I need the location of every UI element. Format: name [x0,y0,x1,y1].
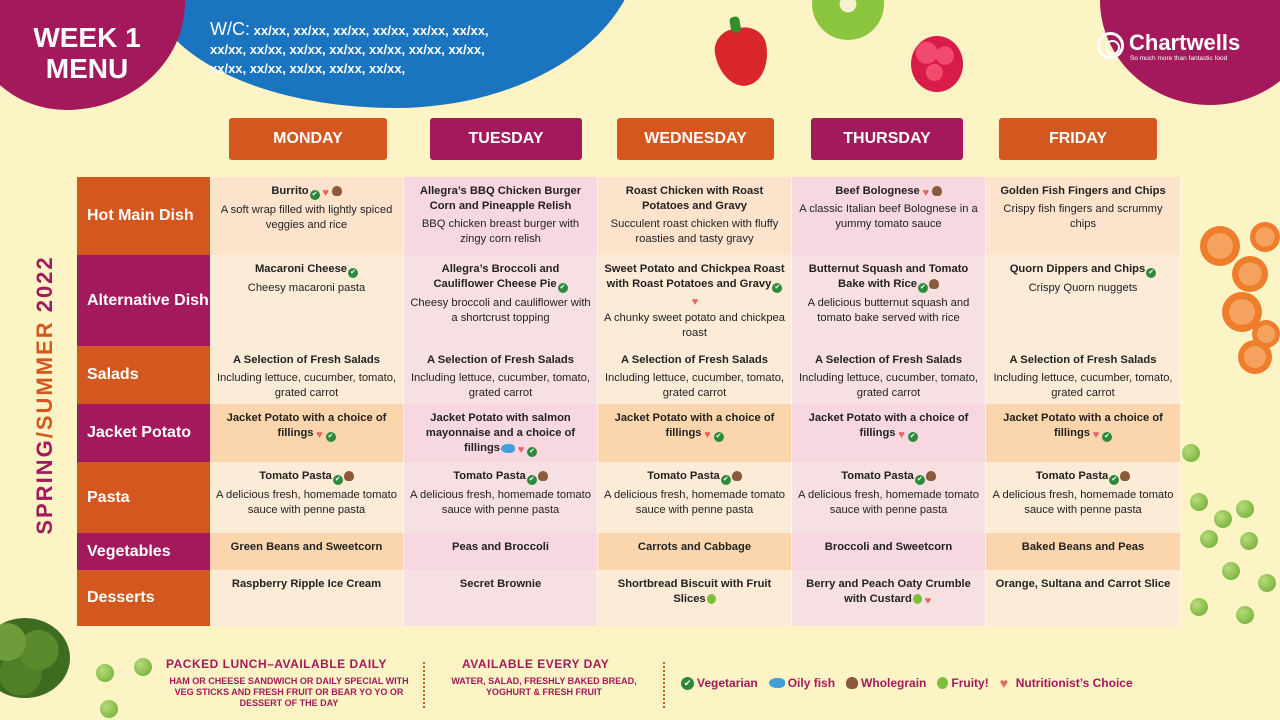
legend-item [680,676,758,690]
pea-icon [1190,493,1208,511]
dish-description: A delicious butternut squash and tomato bake served with rice [807,297,970,324]
dish-title [798,577,979,607]
dish-title-text: Tomato Pasta [453,470,526,482]
nutritionist-heart-icon: ♥ [924,595,932,607]
season-separator: / [32,430,57,439]
oily-fish-icon [501,444,515,453]
dish-title-text: Peas and Broccoli [452,541,549,553]
pea-icon [1236,606,1254,624]
dish-title-text: Raspberry Ripple Ice Cream [231,578,382,590]
menu-cell-friday [986,570,1181,626]
oily-fish-icon [769,678,785,688]
menu-cell-monday [210,255,404,346]
nutritionist-heart-icon: ♥ [517,444,525,456]
wc-dates-line: xx/xx, xx/xx, xx/xx, xx/xx, xx/xx, xx/xx, xx/xx, [210,42,485,57]
dish-title-text: Tomato Pasta [1035,470,1109,482]
menu-cell-wednesday [598,533,792,570]
nutritionist-heart-icon: ♥ [316,429,323,441]
fruity-icon [707,594,716,604]
menu-cell-thursday [792,462,986,533]
dish-title-text: A Selection of Fresh Salads [427,354,574,366]
vegetarian-icon: ✔ [721,475,731,485]
dish-title-text: Allegra’s Broccoli and Cauliflower Cheese Pie [433,263,560,290]
carrot-icon [1238,340,1272,374]
icon-legend [680,676,1133,690]
wholegrain-icon [846,677,858,689]
season-year: 2022 [32,255,57,321]
pea-icon [100,700,118,718]
vegetarian-icon: ✔ [1109,475,1119,485]
day-header-wednesday: WEDNESDAY [617,118,774,160]
dish-description: BBQ chicken breast burger with zingy corn relish [421,218,580,245]
season-summer: SUMMER [32,320,57,431]
legend-label: Nutritionist’s Choice [1015,676,1133,690]
brand-name: Chartwells [1129,30,1241,55]
dish-title-text: Jacket Potato with a choice of fillings [1003,412,1163,439]
packed-lunch-title: PACKED LUNCH–AVAILABLE DAILY [166,657,387,671]
packed-lunch-body: HAM OR CHEESE SANDWICH OR DAILY SPECIAL WITH VEG STICKS AND FRESH FRUIT OR BEAR YO YO OR DESSERT OF THE DAY [169,676,409,708]
footer-divider [423,662,425,708]
dish-title [798,540,979,555]
vegetarian-icon: ✔ [915,475,925,485]
raspberry-icon [911,36,963,92]
day-header-thursday: THURSDAY [811,118,963,160]
dish-title-text: Jacket Potato with a choice of fillings [808,412,969,439]
pepper-icon [711,24,772,90]
dish-title-text: Green Beans and Sweetcorn [230,541,383,553]
dish-description: Crispy Quorn nuggets [1028,282,1138,294]
dish-title [216,469,397,485]
dish-title [216,411,397,442]
dish-title-text: Secret Brownie [459,578,542,590]
pea-icon [1222,562,1240,580]
dish-title [216,353,397,368]
pea-icon [1190,598,1208,616]
menu-cell-monday [210,346,404,404]
dish-title [992,577,1174,592]
vegetarian-icon: ✔ [772,283,782,293]
menu-cell-monday [210,533,404,570]
dish-description: A delicious fresh, homemade tomato sauce with penne pasta [216,489,397,516]
vegetarian-icon: ✔ [681,677,694,690]
season-title [32,255,58,534]
wholegrain-icon [344,471,354,481]
dish-description: A delicious fresh, homemade tomato sauce with penne pasta [604,489,785,516]
dish-title-text: Tomato Pasta [647,470,720,482]
wholegrain-icon [929,279,939,289]
dish-title [992,184,1174,199]
week-title [22,22,152,84]
legend-item [768,676,835,690]
dish-description: Succulent roast chicken with fluffy roasties and tasty gravy [610,218,779,245]
row-label: Pasta [77,462,210,533]
dish-description: Including lettuce, cucumber, tomato, grated carrot [993,372,1173,399]
wholegrain-icon [538,471,548,481]
vegetarian-icon: ✔ [333,475,343,485]
pea-icon [1258,574,1276,592]
dish-title [410,469,591,485]
dish-title [216,540,397,555]
dish-title [798,411,979,442]
menu-cell-wednesday [598,570,792,626]
wholegrain-icon [926,471,936,481]
carrot-icon [1250,222,1280,252]
dish-title [798,262,979,293]
legend-item [999,676,1133,690]
vegetarian-icon: ✔ [1146,268,1156,278]
dish-title-text: A Selection of Fresh Salads [621,354,768,366]
legend-item [845,676,926,690]
dish-title-text: Macaroni Cheese [254,263,348,275]
dish-title [798,353,979,368]
pea-icon [1236,500,1254,518]
dish-title-text: Tomato Pasta [259,470,332,482]
dish-description: A delicious fresh, homemade tomato sauce with penne pasta [798,489,979,516]
dish-title [604,577,785,607]
pea-icon [1240,532,1258,550]
wholegrain-icon [932,186,942,196]
wholegrain-icon [1120,471,1130,481]
menu-cell-friday [986,404,1181,462]
dish-title [798,184,979,199]
dish-title-text: Butternut Squash and Tomato Bake with Rice [808,263,969,290]
dish-description: Cheesy broccoli and cauliflower with a shortcrust topping [410,297,591,324]
nutritionist-heart-icon: ♥ [704,429,711,441]
legend-label: Oily fish [787,676,836,690]
dish-description: A classic Italian beef Bolognese in a yummy tomato sauce [799,203,978,230]
menu-cell-tuesday [404,533,598,570]
dish-title [604,184,785,214]
dish-title-text: Tomato Pasta [841,470,914,482]
brand-tagline: So much more than fantastic food [1130,55,1228,62]
nutritionist-heart-icon: ♥ [1092,429,1100,441]
season-spring: SPRING [32,438,57,535]
menu-cell-wednesday [598,255,792,346]
day-header-tuesday: TUESDAY [430,118,582,160]
pea-icon [96,664,114,682]
menu-cell-wednesday [598,346,792,404]
carrot-icon [1200,226,1240,266]
week-commencing-dates [210,20,540,78]
dish-title-text: Carrots and Cabbage [637,541,752,553]
menu-cell-monday [210,177,404,255]
logo-mark-icon [1097,32,1124,59]
legend-label: Wholegrain [861,676,927,690]
dish-description: Including lettuce, cucumber, tomato, grated carrot [604,372,785,399]
menu-cell-wednesday [598,404,792,462]
wc-dates-line: xx/xx, xx/xx, xx/xx, xx/xx, xx/xx, [210,61,406,76]
wholegrain-icon [732,471,742,481]
dish-description: Cheesy macaroni pasta [247,282,366,294]
menu-cell-thursday [792,404,986,462]
dish-title-text: Berry and Peach Oaty Crumble with Custard [806,578,971,605]
week-number: WEEK 1 [33,22,141,53]
legend-label: Vegetarian [697,676,758,690]
wholegrain-icon [332,186,342,196]
menu-cell-monday [210,462,404,533]
dish-title-text: A Selection of Fresh Salads [233,354,380,366]
legend-item [936,676,988,690]
menu-cell-thursday [792,346,986,404]
dish-title [992,353,1174,368]
dish-title-text: Baked Beans and Peas [1021,541,1145,553]
pea-icon [134,658,152,676]
carrot-icon [1232,256,1268,292]
fruity-icon [937,677,948,689]
dish-title-text: Quorn Dippers and Chips [1009,263,1146,275]
nutritionist-heart-icon: ♥ [898,429,905,441]
menu-cell-monday [210,570,404,626]
dish-title [410,184,591,214]
nutritionist-heart-icon: ♥ [691,296,699,308]
vegetarian-icon: ✔ [918,283,928,293]
menu-cell-wednesday [598,462,792,533]
dish-description: A chunky sweet potato and chickpea roast [604,312,785,339]
dish-description: Including lettuce, cucumber, tomato, grated carrot [216,372,397,399]
menu-grid [77,177,1181,626]
vegetarian-icon: ✔ [348,268,358,278]
wc-label: W/C: [210,19,250,39]
menu-cell-friday [986,255,1181,346]
dish-title-text: Jacket Potato with a choice of fillings [614,412,775,439]
vegetarian-icon: ✔ [326,432,336,442]
dish-title [992,262,1174,278]
dish-title-text: Jacket Potato with salmon mayonnaise and a choice of fillings [425,412,576,454]
menu-cell-friday [986,346,1181,404]
vegetarian-icon: ✔ [527,475,537,485]
dish-title [410,353,591,368]
dish-title-text: A Selection of Fresh Salads [1009,354,1157,366]
menu-cell-friday [986,462,1181,533]
dish-title [216,262,397,278]
menu-cell-thursday [792,177,986,255]
pea-icon [1214,510,1232,528]
legend-label: Fruity! [951,676,989,690]
dish-title [992,469,1174,485]
menu-cell-tuesday [404,570,598,626]
vegetarian-icon: ✔ [558,283,568,293]
dish-description: A delicious fresh, homemade tomato sauce with penne pasta [992,489,1174,516]
dish-description: Including lettuce, cucumber, tomato, grated carrot [798,372,979,399]
vegetarian-icon: ✔ [714,432,724,442]
fruity-icon [913,594,922,604]
vegetarian-icon: ✔ [310,190,320,200]
menu-cell-friday [986,533,1181,570]
day-header-friday: FRIDAY [999,118,1157,160]
dish-title [410,540,591,555]
vegetarian-icon: ✔ [527,447,537,457]
broccoli-icon [0,618,70,698]
pea-icon [1200,530,1218,548]
menu-cell-tuesday [404,177,598,255]
dish-title [604,540,785,555]
dish-title-text: Jacket Potato with a choice of fillings [226,412,387,439]
menu-cell-tuesday [404,462,598,533]
dish-title [604,469,785,485]
menu-cell-thursday [792,255,986,346]
row-label: Jacket Potato [77,404,210,462]
dish-title [992,540,1174,555]
dish-description: A soft wrap filled with lightly spiced veggies and rice [220,204,393,231]
row-label: Hot Main Dish [77,177,210,255]
dish-title [410,262,591,293]
dish-title-text: Roast Chicken with Roast Potatoes and Gravy [625,185,764,212]
dish-title [604,262,785,308]
dish-title-text: Allegra’s BBQ Chicken Burger Corn and Pineapple Relish [419,185,582,212]
dish-title-text: Orange, Sultana and Carrot Slice [995,578,1171,590]
footer-divider [663,662,665,708]
menu-cell-thursday [792,533,986,570]
row-label: Alternative Dish [77,255,210,346]
vegetarian-icon: ✔ [908,432,918,442]
menu-cell-thursday [792,570,986,626]
menu-cell-friday [986,177,1181,255]
menu-cell-tuesday [404,404,598,462]
dish-title-text: A Selection of Fresh Salads [815,354,962,366]
available-every-day-title: AVAILABLE EVERY DAY [462,657,610,671]
dish-description: A delicious fresh, homemade tomato sauce with penne pasta [410,489,591,516]
nutritionist-heart-icon: ♥ [922,187,930,199]
dish-title-text: Golden Fish Fingers and Chips [1000,185,1166,197]
dish-title [992,411,1174,442]
vegetarian-icon: ✔ [1102,432,1112,442]
dish-title [410,577,591,592]
menu-cell-tuesday [404,255,598,346]
dish-title-text: Shortbread Biscuit with Fruit Slices [617,578,772,605]
dish-title-text: Sweet Potato and Chickpea Roast with Roast Potatoes and Gravy [604,263,785,290]
menu-cell-wednesday [598,177,792,255]
row-label: Vegetables [77,533,210,570]
available-every-day-body: WATER, SALAD, FRESHLY BAKED BREAD, YOGHURT & FRESH FRUIT [451,676,637,697]
dish-title [216,577,397,592]
wc-dates-line: xx/xx, xx/xx, xx/xx, xx/xx, xx/xx, xx/xx, [253,23,489,38]
menu-label: MENU [45,53,129,84]
dish-title-text: Beef Bolognese [835,185,920,197]
menu-cell-tuesday [404,346,598,404]
menu-cell-monday [210,404,404,462]
dish-title-text: Broccoli and Sweetcorn [824,541,953,553]
dish-title [798,469,979,485]
nutritionist-heart-icon: ♥ [322,187,329,199]
dish-title [216,184,397,200]
dish-title [604,411,785,442]
dish-title [410,411,591,457]
nutritionist-heart-icon: ♥ [999,674,1009,691]
dish-title-text: Burrito [271,185,309,197]
dish-description: Crispy fish fingers and scrummy chips [1003,203,1163,230]
row-label: Salads [77,346,210,404]
row-label: Desserts [77,570,210,626]
kiwi-icon [812,0,884,40]
day-header-monday: MONDAY [229,118,387,160]
dish-description: Including lettuce, cucumber, tomato, grated carrot [410,372,591,399]
dish-title [604,353,785,368]
pea-icon [1182,444,1200,462]
